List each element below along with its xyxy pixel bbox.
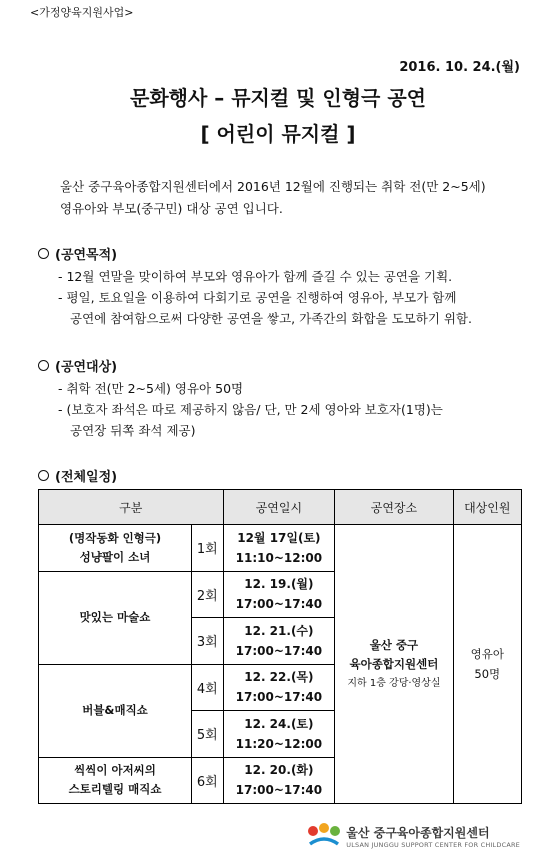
schedule-heading-label: (전체일정)	[55, 470, 118, 485]
audience-item: - 취학 전(만 2~5세) 영유아 50명	[58, 381, 244, 396]
venue-line: 울산 중구	[369, 637, 419, 652]
audience-heading-label: (공연대상)	[55, 360, 118, 375]
show-title-line: 스토리텔링 매직쇼	[68, 782, 162, 797]
purpose-list	[58, 266, 533, 329]
date-text: 12월 17일(토)	[237, 530, 321, 545]
date-text: 12. 24.(토)	[244, 716, 314, 731]
datetime-cell	[223, 571, 335, 618]
time-text: 17:00~17:40	[235, 643, 323, 658]
document-title: 문화행사 – 뮤지컬 및 인형극 공연	[130, 86, 426, 110]
time-text: 11:20~12:00	[235, 736, 323, 751]
circle-bullet-icon	[38, 360, 49, 371]
center-logo	[306, 822, 520, 850]
logo-english: ULSAN JUNGGU SUPPORT CENTER FOR CHILDCARE	[346, 840, 520, 849]
date-text: 12. 20.(화)	[244, 763, 314, 778]
show-title-line: 씩씩이 아저씨의	[74, 763, 156, 778]
show-title-line: 성냥팔이 소녀	[79, 549, 151, 564]
target-cell	[453, 525, 521, 804]
table-header-row	[39, 490, 522, 525]
purpose-item: - 평일, 토요일을 이용하여 다회기로 공연을 진행하여 영유아, 부모가 함께	[58, 290, 457, 305]
intro-line: 울산 중구육아종합지원센터에서 2016년 12월에 진행되는 취학 전(만 2~5세)	[60, 179, 486, 194]
purpose-item: - 12월 연말을 맞이하여 부모와 영유아가 함께 즐길 수 있는 공연을 기획.	[58, 269, 453, 284]
round-cell: 6회	[192, 757, 223, 804]
datetime-cell	[223, 664, 335, 711]
sprout-logo-icon	[306, 822, 342, 850]
intro-line: 영유아와 부모(중구민) 대상 공연 입니다.	[60, 201, 283, 216]
logo-name: 울산 중구육아종합지원센터	[346, 825, 490, 840]
header-target: 대상인원	[453, 490, 521, 525]
table-row	[39, 525, 522, 572]
round-cell: 2회	[192, 571, 223, 618]
round-cell: 1회	[192, 525, 223, 572]
venue-line: 육아종합지원센터	[349, 656, 439, 671]
date-text: 12. 22.(목)	[244, 670, 314, 685]
target-line: 영유아	[470, 647, 504, 661]
datetime-cell	[223, 711, 335, 758]
circle-bullet-icon	[38, 470, 49, 481]
datetime-cell	[223, 618, 335, 665]
time-text: 17:00~17:40	[235, 783, 323, 798]
audience-list	[58, 378, 533, 441]
show-title-line: (명작동화 인형극)	[68, 530, 162, 545]
datetime-cell	[223, 757, 335, 804]
time-text: 17:00~17:40	[235, 690, 323, 705]
schedule-heading	[38, 466, 117, 485]
date-text: 12. 21.(수)	[244, 623, 314, 638]
round-cell: 4회	[192, 664, 223, 711]
audience-heading	[38, 356, 117, 375]
circle-bullet-icon	[38, 248, 49, 259]
show-title: 맛있는 마술쇼	[39, 571, 192, 664]
schedule-table	[38, 489, 522, 804]
time-text: 17:00~17:40	[235, 597, 323, 612]
header-category: 구분	[39, 490, 224, 525]
audience-item: - (보호자 좌석은 따로 제공하지 않음/ 단, 만 2세 영아와 보호자(1명)는	[58, 402, 443, 417]
show-title	[39, 757, 192, 804]
header-venue: 공연장소	[335, 490, 453, 525]
program-tag: <가정양육지원사업>	[30, 6, 134, 19]
purpose-item-continued: 공연에 참여함으로써 다양한 공연을 쌓고, 가족간의 화합을 도모하기 위함.	[70, 311, 472, 326]
audience-item-continued: 공연장 뒤쪽 좌석 제공)	[70, 423, 196, 438]
time-text: 11:10~12:00	[235, 550, 323, 565]
venue-floor: 지하 1층 강당·영상실	[347, 677, 441, 689]
show-title: 버블&매직쇼	[39, 664, 192, 757]
intro-paragraph	[60, 176, 530, 220]
datetime-cell	[223, 525, 335, 572]
round-cell: 3회	[192, 618, 223, 665]
date-text: 12. 19.(월)	[244, 577, 314, 592]
purpose-heading	[38, 244, 117, 263]
document-subtitle: [ 어린이 뮤지컬 ]	[200, 122, 356, 146]
document-date: 2016. 10. 24.(월)	[399, 60, 520, 75]
venue-cell	[335, 525, 453, 804]
round-cell: 5회	[192, 711, 223, 758]
header-date: 공연일시	[223, 490, 335, 525]
target-line: 50명	[474, 667, 501, 681]
show-title	[39, 525, 192, 572]
purpose-heading-label: (공연목적)	[55, 248, 118, 263]
